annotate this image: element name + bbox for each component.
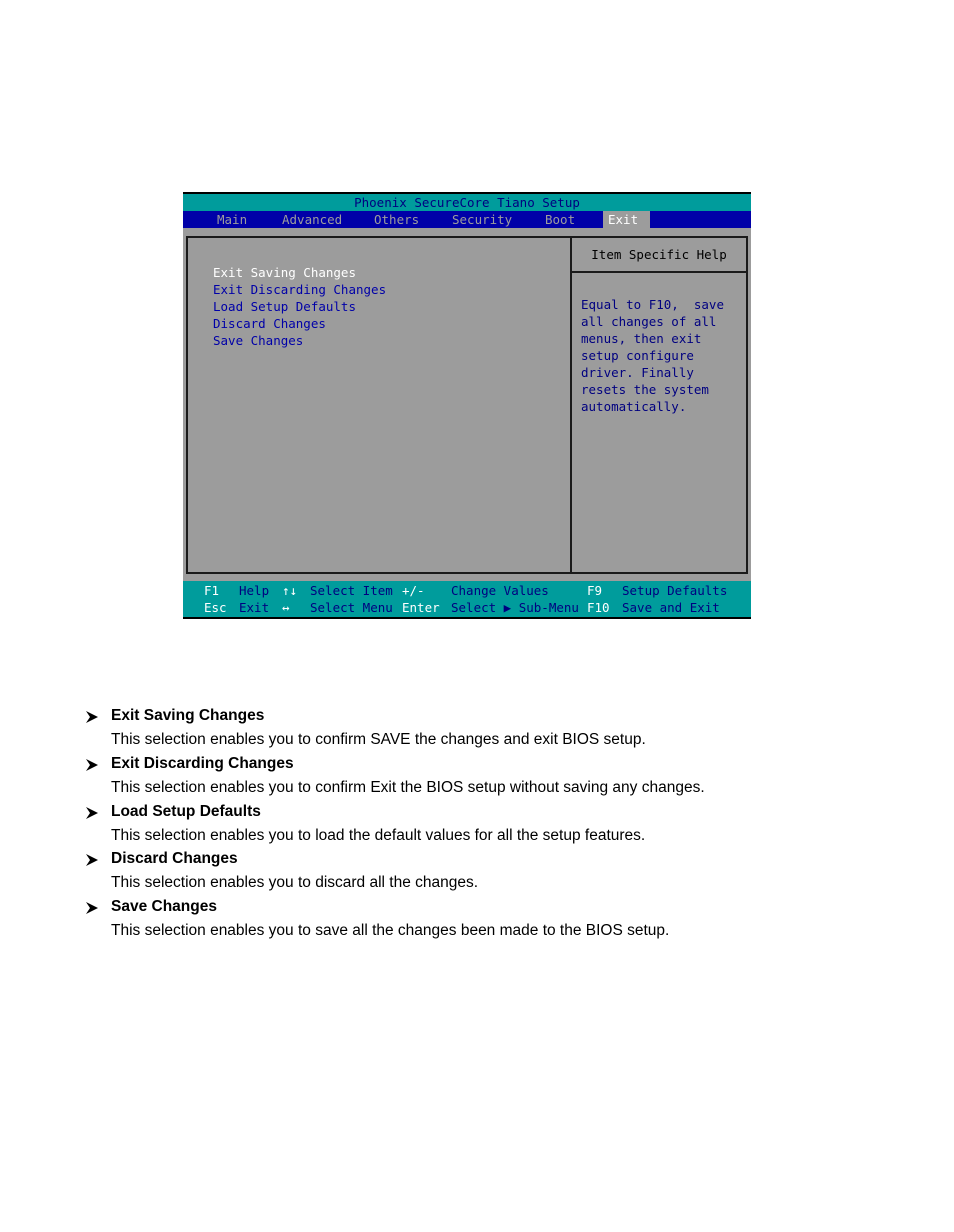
bios-screenshot <box>183 192 751 619</box>
arrowhead-bullet-icon <box>85 806 99 820</box>
item-description: This selection enables you to save all the changes been made to the BIOS setup. <box>111 922 670 940</box>
key-f10: F10 <box>587 600 610 615</box>
tab-exit[interactable]: Exit <box>603 211 650 228</box>
item-title: Save Changes <box>111 898 217 916</box>
key-up-down: ↑↓ <box>282 583 298 598</box>
menu-item-exit-saving-changes[interactable]: Exit Saving Changes <box>213 265 356 280</box>
key-enter-desc: Select ▶ Sub-Menu <box>451 600 579 615</box>
help-panel-title: Item Specific Help <box>572 238 746 273</box>
bios-key-legend <box>183 581 751 619</box>
list-item <box>85 849 885 897</box>
menu-item-exit-discarding-changes[interactable]: Exit Discarding Changes <box>213 282 387 297</box>
key-plus-minus: +/- <box>402 583 425 598</box>
tab-security[interactable]: Security <box>452 212 513 227</box>
item-description: This selection enables you to confirm SAVE the changes and exit BIOS setup. <box>111 731 646 748</box>
item-title: Discard Changes <box>111 850 238 868</box>
key-left-right: ↔ <box>282 600 290 615</box>
tab-main[interactable]: Main <box>217 212 248 227</box>
menu-item-discard-changes[interactable]: Discard Changes <box>213 316 326 331</box>
item-description: This selection enables you to discard all the changes. <box>111 874 479 892</box>
list-item <box>85 754 885 802</box>
bios-title: Phoenix SecureCore Tiano Setup <box>183 192 751 211</box>
item-title: Exit Saving Changes <box>111 707 265 724</box>
tab-advanced[interactable]: Advanced <box>282 212 343 227</box>
item-title: Load Setup Defaults <box>111 802 261 820</box>
help-divider <box>570 238 572 572</box>
menu-item-save-changes[interactable]: Save Changes <box>213 333 304 348</box>
list-item <box>85 802 885 850</box>
option-description-list <box>85 706 885 945</box>
key-f1: F1 <box>204 583 220 598</box>
item-title: Exit Discarding Changes <box>111 754 294 772</box>
bios-main-panel <box>186 236 748 574</box>
list-item <box>85 897 885 945</box>
item-description: This selection enables you to confirm Exit the BIOS setup without saving any changes. <box>111 778 705 796</box>
bios-menu-bar <box>183 211 751 228</box>
arrowhead-bullet-icon <box>85 710 99 724</box>
key-esc: Esc <box>204 600 227 615</box>
tab-boot[interactable]: Boot <box>545 212 576 227</box>
key-left-right-desc: Select Menu <box>310 600 393 615</box>
key-enter: Enter <box>402 600 440 615</box>
key-plus-minus-desc: Change Values <box>451 583 549 598</box>
arrowhead-bullet-icon <box>85 901 99 915</box>
key-f1-desc: Help <box>239 583 270 598</box>
item-description: This selection enables you to load the default values for all the setup features. <box>111 826 646 844</box>
help-panel-text: Equal to F10, save all changes of all menus, then exit setup configure driver. Finally resets the system automatically. <box>581 297 724 414</box>
key-f9: F9 <box>587 583 603 598</box>
arrowhead-bullet-icon <box>85 853 99 867</box>
arrowhead-bullet-icon <box>85 758 99 772</box>
key-up-down-desc: Select Item <box>310 583 393 598</box>
key-f10-desc: Save and Exit <box>622 600 720 615</box>
key-f9-desc: Setup Defaults <box>622 583 728 598</box>
key-esc-desc: Exit <box>239 600 270 615</box>
list-item <box>85 706 885 754</box>
tab-others[interactable]: Others <box>374 212 420 227</box>
menu-item-load-setup-defaults[interactable]: Load Setup Defaults <box>213 299 356 314</box>
